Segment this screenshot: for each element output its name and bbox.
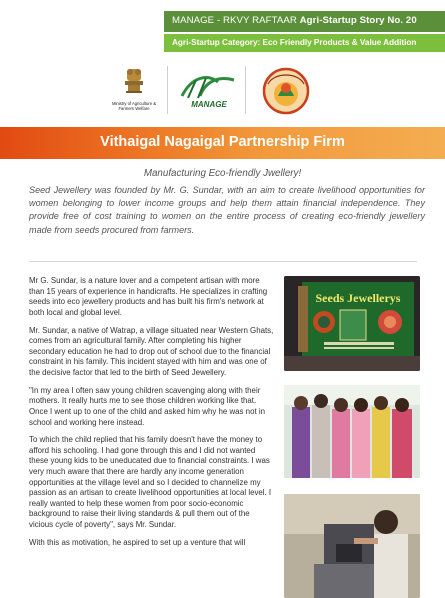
shop-sign-photo (284, 276, 420, 371)
page-title: Vithaigal Nagaigal Partnership Firm (100, 134, 345, 150)
body-paragraph: With this as motivation, he aspired to set up a venture that will (29, 537, 246, 547)
story-number: Agri-Startup Story No. 20 (299, 15, 417, 26)
rkvy-logo-icon (256, 64, 316, 118)
story-body (29, 276, 275, 556)
intro-paragraph: Seed Jewellery was founded by Mr. G. Sundar, with an aim to create livelihood opportunities for women belonging to lower income groups and help them attain financial independence. They provide free of cost training to women on the entire process of creating eco-friendly jewellery made from seeds procured from farmers. (29, 185, 425, 235)
category-label: Agri-Startup Category: Eco Friendly Products & Value Addition (172, 38, 417, 47)
logo-divider (167, 66, 168, 114)
body-paragraph: "In my area I often saw young children scavenging along with their mothers. It really hurts me to see those children working like that. Once I went up to one of the child and asked him why he was not in school and working here instead. (29, 385, 265, 427)
series-label: MANAGE - RKVY RAFTAAR (172, 15, 297, 26)
workshop-photo (284, 494, 420, 598)
manage-logo-icon (178, 66, 240, 112)
training-group-photo (284, 385, 420, 478)
logo-divider (245, 66, 246, 114)
svg-text:MANAGE: MANAGE (191, 100, 227, 109)
story-header-bar (164, 11, 445, 32)
category-bar (164, 34, 445, 52)
body-paragraph: Mr G. Sundar, is a nature lover and a competent artisan with more than 15 years of experience in handicrafts. He specializes in crafting seeds into eco jewellery products and has built his firm's network at both local and global level. (29, 276, 268, 317)
body-paragraph: To which the child replied that his family doesn't have the money to afford his schooling. I had gone through this and I did not wanted these young kids to be uneducated due to financial constraints. I was very much aware that there are hardly any income generation opportunities at the village level and so I decided to channelize my passion as an artisan to create livelihood opportunities at local level. I really wanted to help these women from poor socio-economic background to raise their living standards & pull them out of the vicious cycle of poverty", says Mr. Sundar. (29, 435, 272, 530)
shop-sign-text: Seeds Jewellerys (315, 291, 401, 305)
body-paragraph: Mr. Sundar, a native of Watrap, a village situated near Western Ghats, comes from an agricultural family. After completing his higher secondary education he had to drop out of school due to the financial constraint in his family. This incident stayed with him and was one of the decisive factor that led to the birth of Seed Jewellery. (29, 325, 274, 377)
ministry-caption: Ministry of Agriculture & Farmers Welfare (112, 101, 156, 111)
page-subtitle: Manufacturing Eco-friendly Jwellery! (143, 168, 302, 179)
title-banner (0, 127, 445, 159)
divider (29, 261, 417, 262)
